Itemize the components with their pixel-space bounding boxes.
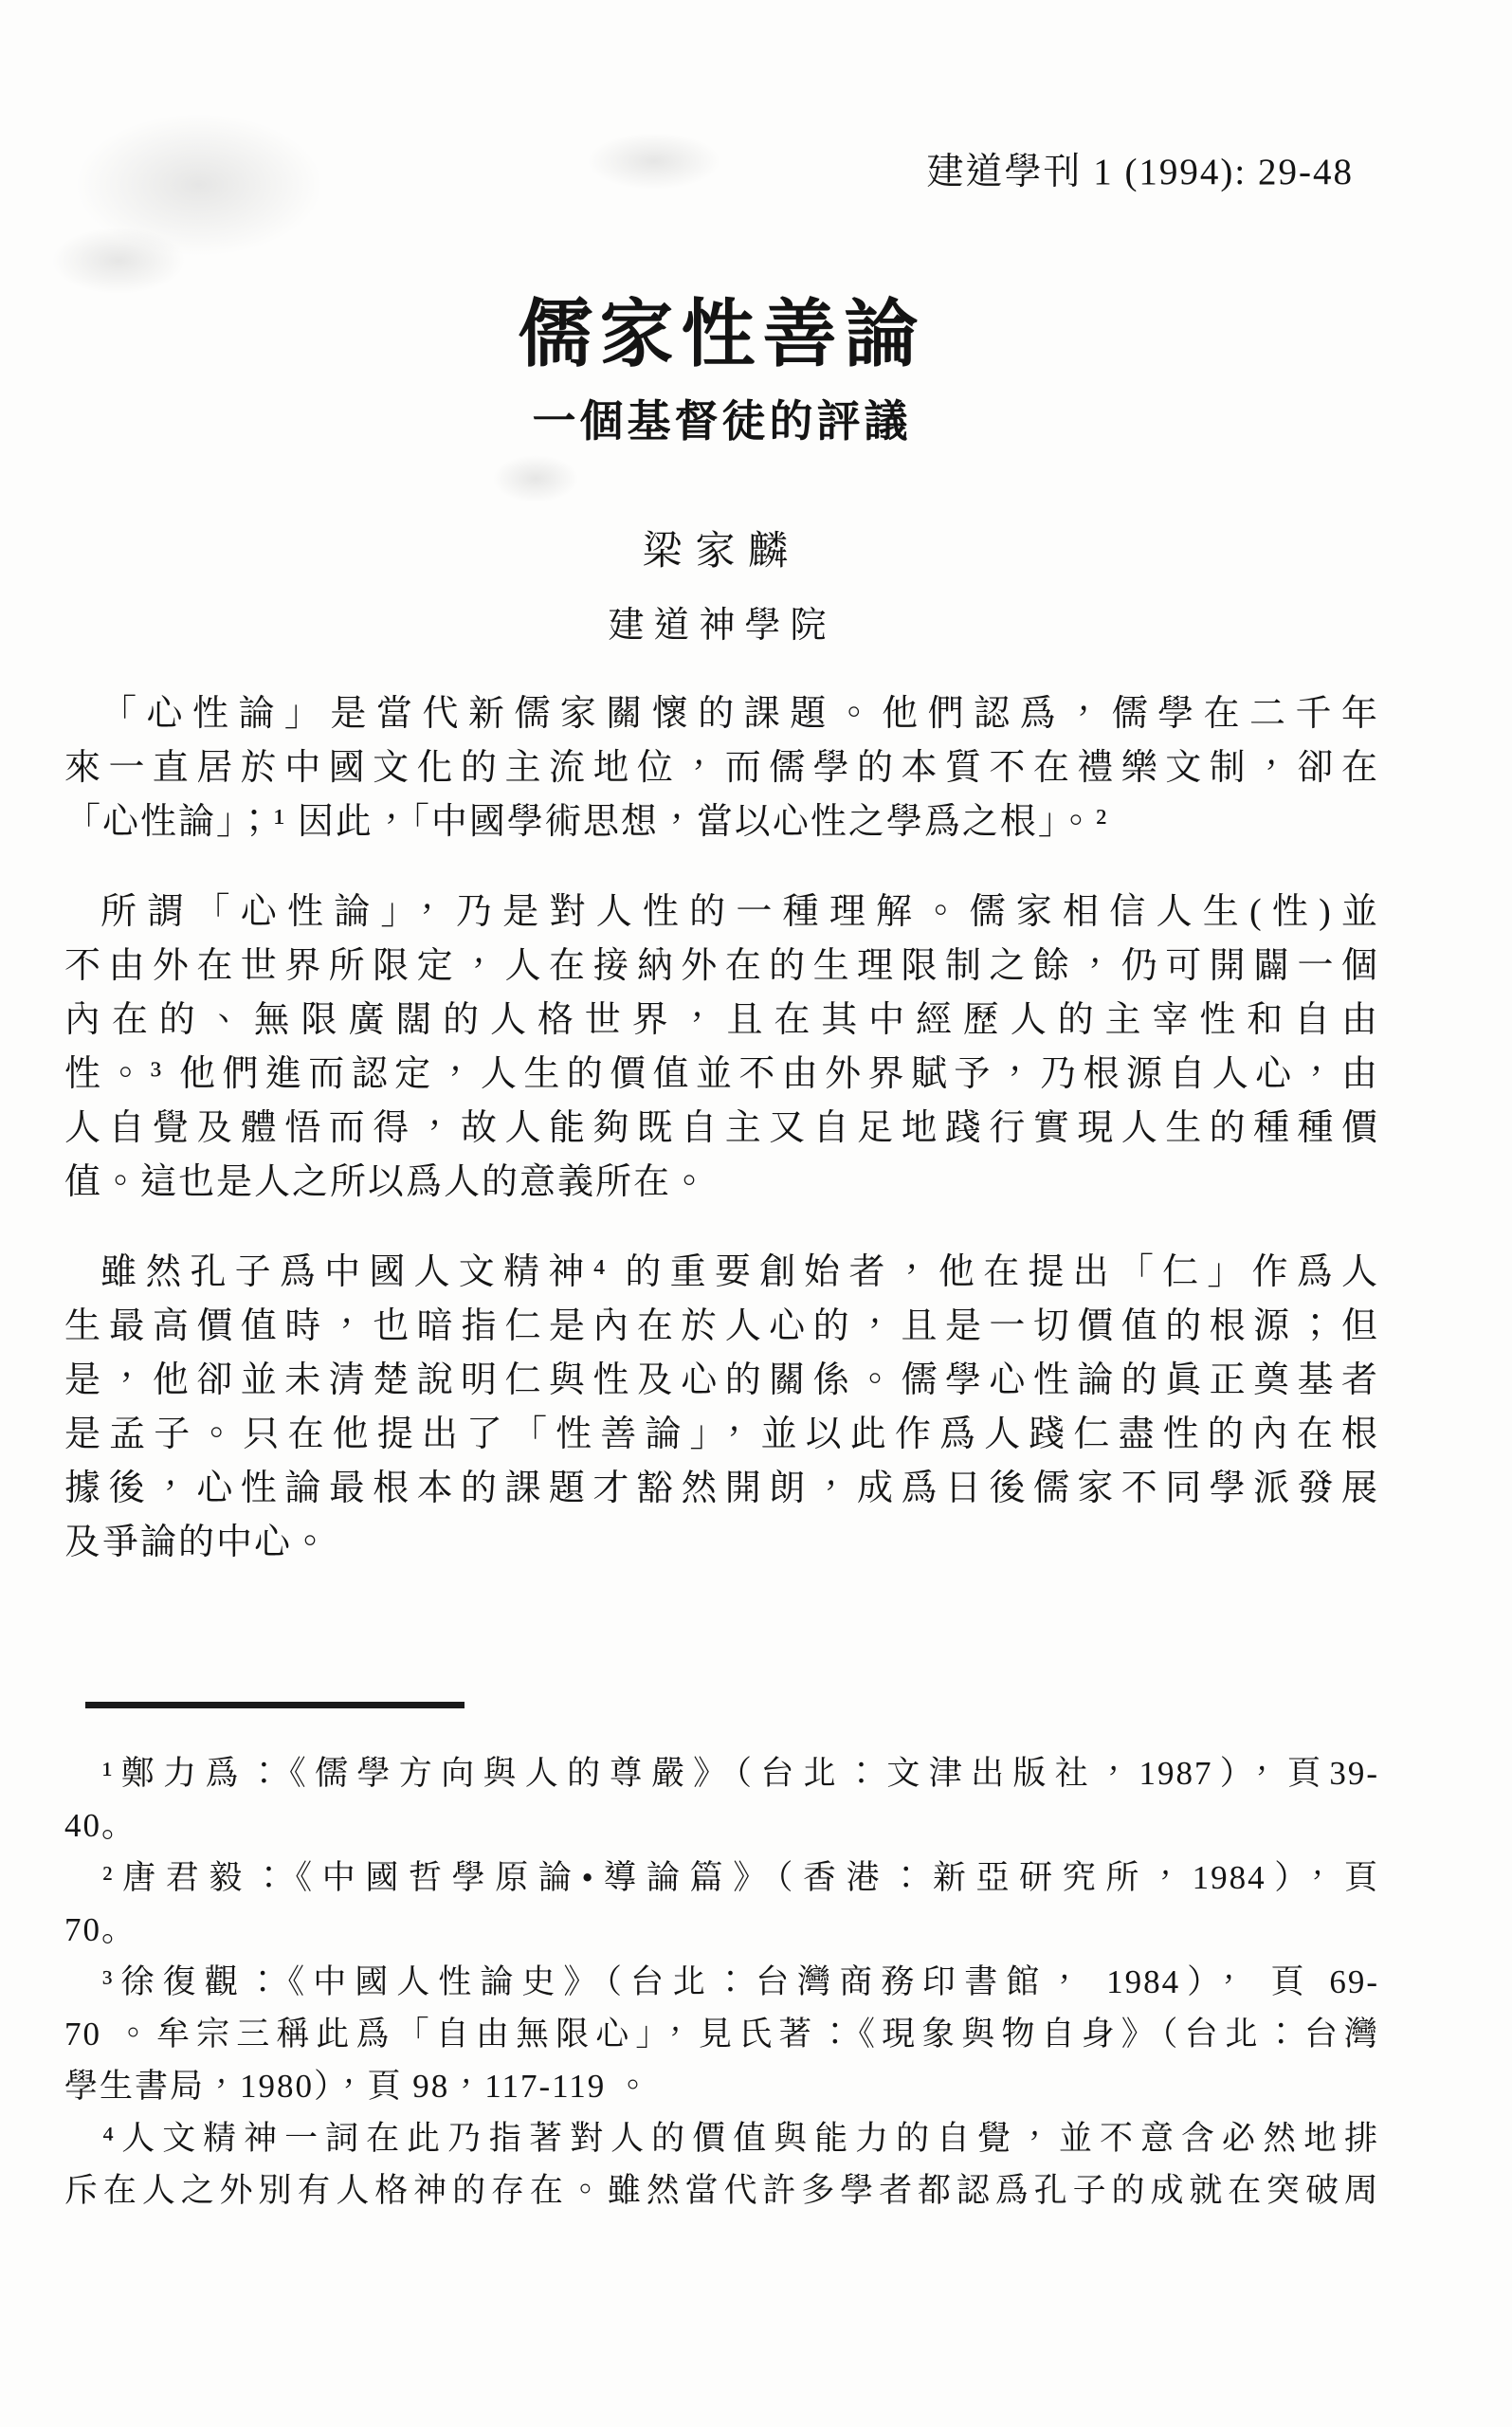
body-line: 據後，心性論最根本的課題才豁然開朗，成爲日後儒家不同學派發展 (64, 1469, 1379, 1508)
body-line: 內在的、無限廣闊的人格世界，且在其中經歷人的主宰性和自由 (64, 1000, 1379, 1040)
body-line: 及爭論的中心。 (64, 1523, 331, 1562)
article-title: 儒家性善論 (518, 292, 926, 375)
footnote-line: ⁴人文精神一詞在此乃指著對人的價值與能力的自覺，並不意含必然地排 (102, 2120, 1379, 2157)
body-line: 值。這也是人之所以爲人的意義所在。 (64, 1162, 710, 1202)
footnote-line: ²唐君毅：《中國哲學原論•導論篇》（香港：新亞研究所，1984），頁 (102, 1859, 1379, 1896)
body-line: 不由外在世界所限定，人在接納外在的生理限制之餘，仍可開闢一個 (64, 946, 1379, 986)
footnote-line: 70。 (64, 1911, 137, 1948)
author-name: 梁家麟 (642, 530, 802, 574)
body-line: 來一直居於中國文化的主流地位，而儒學的本質不在禮樂文制，卻在 (64, 748, 1379, 788)
paragraph (64, 1246, 1379, 1570)
body-line: 是，他卻並未清楚說明仁與性及心的關係。儒學心性論的眞正奠基者 (64, 1360, 1379, 1400)
footnote-line: ¹鄭力爲：《儒學方向與人的尊嚴》（台北：文津出版社，1987），頁39- (102, 1755, 1379, 1792)
footnote-separator (85, 1702, 465, 1708)
footnote-line: ³徐復觀：《中國人性論史》（台北：台灣商務印書館， 1984）， 頁 69- (102, 1963, 1379, 2000)
article-subtitle: 一個基督徒的評議 (532, 396, 912, 446)
footnotes-section (64, 1747, 1379, 2217)
footnote-line: 學生書局，1980），頁 98，117-119 。 (64, 2068, 652, 2105)
article-body (64, 687, 1379, 1570)
body-line: 雖然孔子爲中國人文精神⁴ 的重要創始者，他在提出「仁」作爲人 (100, 1252, 1379, 1292)
body-line: 生最高價值時，也暗指仁是內在於人心的，且是一切價值的根源；但 (64, 1306, 1379, 1346)
journal-header: 建道學刊 1 (1994): 29-48 (926, 152, 1354, 192)
author-affiliation: 建道神學院 (608, 606, 836, 646)
paragraph (64, 885, 1379, 1210)
footnote-line: 斥在人之外別有人格神的存在。雖然當代許多學者都認爲孔子的成就在突破周 (64, 2172, 1379, 2209)
scan-artifact (493, 455, 578, 502)
body-line: 所謂「心性論」，乃是對人性的一種理解。儒家相信人生(性)並 (100, 892, 1379, 932)
body-line: 「心性論」；¹ 因此，「中國學術思想，當以心性之學爲之根」。² (64, 802, 1109, 842)
footnote-line: 70 。牟宗三稱此爲「自由無限心」，見氏著：《現象與物自身》（台北：台灣 (64, 2016, 1379, 2053)
body-line: 人自覺及體悟而得，故人能夠既自主又自足地踐行實現人生的種種價 (64, 1108, 1379, 1148)
body-line: 性。³ 他們進而認定，人生的價值並不由外界賦予，乃根源自人心，由 (64, 1054, 1379, 1094)
paragraph (64, 687, 1379, 849)
body-line: 是孟子。只在他提出了「性善論」，並以此作爲人踐仁盡性的內在根 (64, 1414, 1379, 1454)
footnote-line: 40。 (64, 1807, 137, 1844)
body-line: 「心性論」是當代新儒家關懷的課題。他們認爲，儒學在二千年 (100, 694, 1379, 734)
